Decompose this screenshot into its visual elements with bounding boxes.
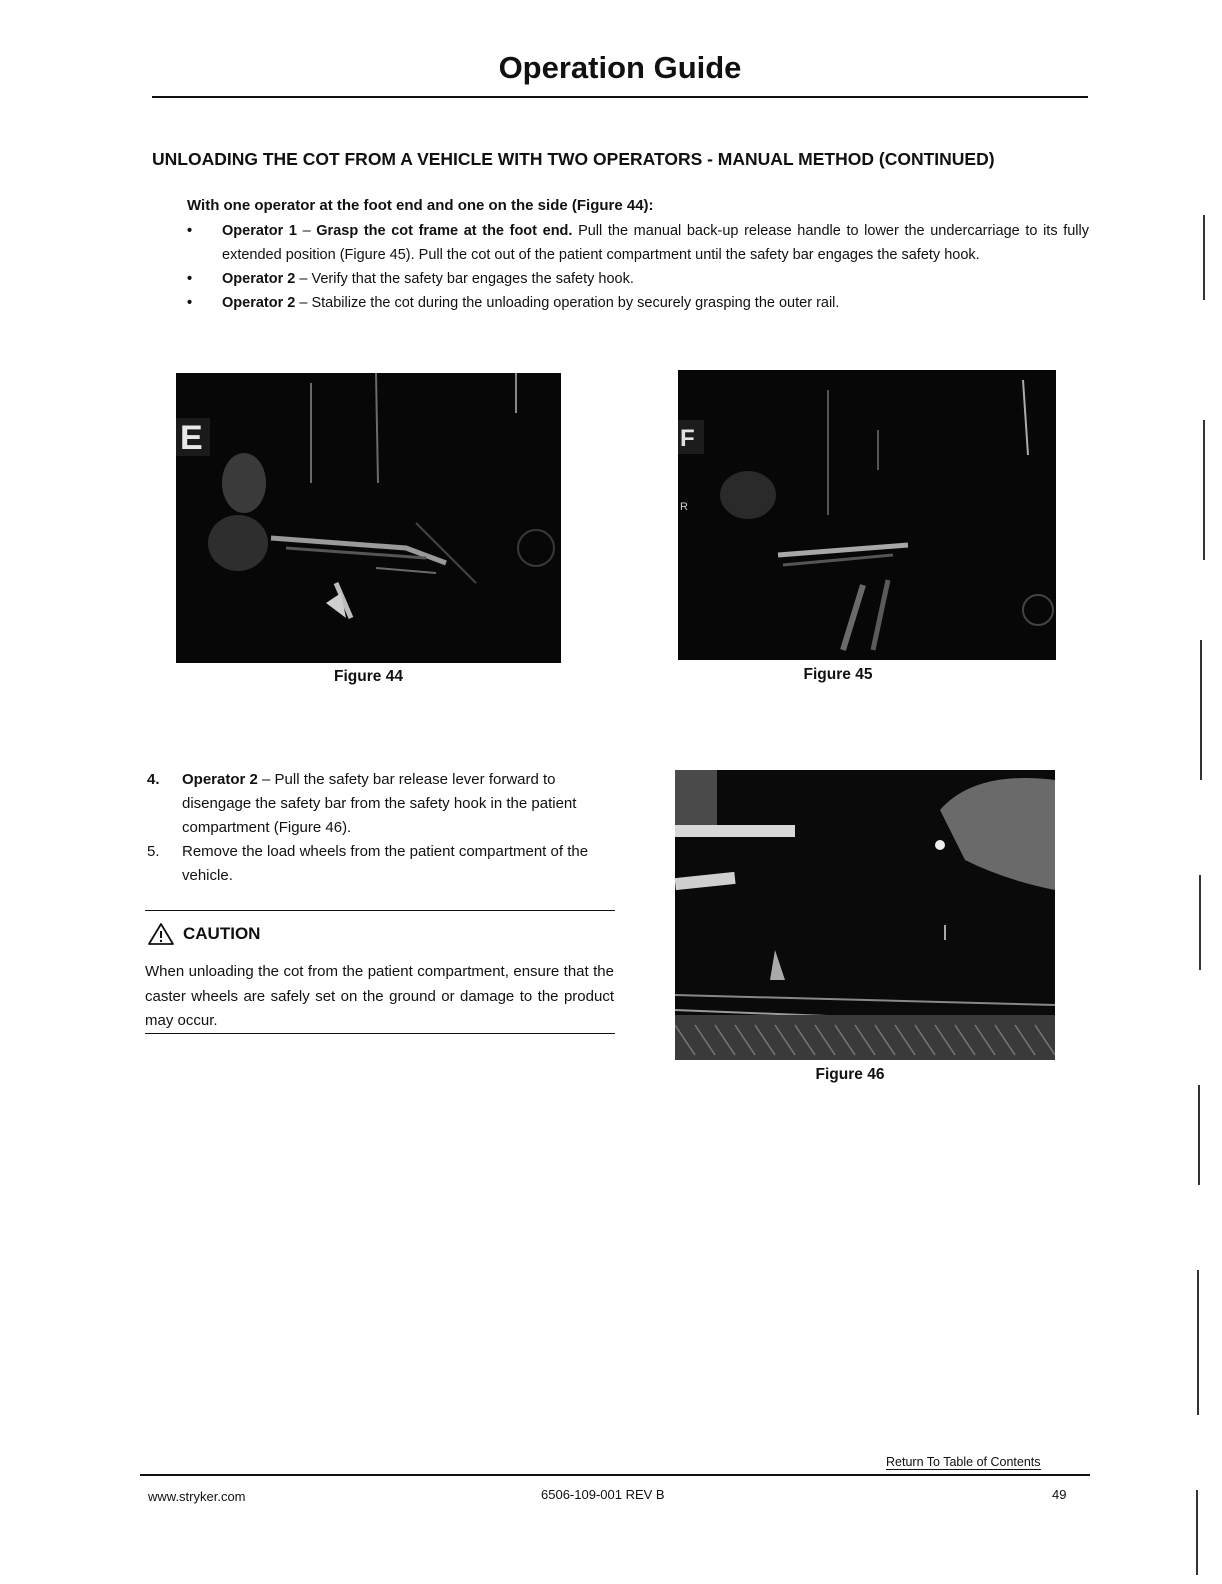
- footer-website: www.stryker.com: [148, 1489, 246, 1504]
- footer-page-number: 49: [1052, 1487, 1067, 1502]
- figure-44-photo: [176, 373, 561, 663]
- caution-top-divider: [145, 910, 615, 911]
- footer-document-number: 6506-109-001 REV B: [541, 1487, 665, 1502]
- bullet-dash: –: [295, 295, 312, 311]
- operator-bullet-list: [187, 219, 1089, 315]
- scan-edge-mark: [1203, 215, 1205, 300]
- svg-text:F: F: [680, 425, 695, 452]
- title-divider: [152, 96, 1088, 98]
- step-text: – Pull the safety bar release lever forward to disengage the safety bar from the safety hook in the patient compartment (Figure 46).: [182, 771, 577, 836]
- bullet-dash: –: [295, 271, 312, 287]
- step-lead: Operator 2: [182, 771, 258, 788]
- bullet-item: [187, 267, 1089, 291]
- page-title: Operation Guide: [498, 50, 742, 85]
- scan-edge-mark: [1200, 640, 1202, 780]
- scan-edge-mark: [1197, 1270, 1199, 1415]
- step-item: [147, 768, 615, 840]
- scan-edge-mark: [1198, 1085, 1200, 1185]
- caution-bottom-divider: [145, 1033, 615, 1034]
- intro-text: With one operator at the foot end and one on the side (Figure 44):: [187, 197, 654, 214]
- figure-46-caption: Figure 46: [815, 1066, 885, 1083]
- scan-edge-mark: [1199, 875, 1201, 970]
- bullet-item: [187, 219, 1089, 267]
- scan-edge-mark: [1196, 1490, 1198, 1575]
- scan-edge-mark: [1203, 420, 1205, 560]
- bullet-text: Pull the manual back-up release handle to lower the undercarriage to its fully extended position (Figure 45). Pull the cot out of the patient compartment until the safety bar engages the safety hook.: [222, 223, 1089, 263]
- bullet-item: [187, 291, 1089, 315]
- step-list: [147, 768, 615, 888]
- warning-triangle-icon: [147, 922, 175, 946]
- caution-heading: [147, 922, 260, 946]
- step-number: 4.: [147, 771, 160, 788]
- return-to-toc-link[interactable]: Return To Table of Contents: [886, 1455, 1041, 1469]
- figure-45-photo: [678, 370, 1056, 660]
- figure-44-overlay-text: E: [180, 419, 203, 457]
- step-number: 5.: [147, 843, 160, 860]
- bullet-lead: Operator 1: [222, 223, 297, 239]
- bullet-icon: •: [187, 295, 193, 311]
- section-heading: UNLOADING THE COT FROM A VEHICLE WITH TWO OPERATORS - MANUAL METHOD (CONTINUED): [152, 149, 995, 169]
- bullet-strong: Grasp the cot frame at the foot end.: [316, 223, 573, 239]
- step-item: [147, 840, 615, 888]
- caution-title: CAUTION: [183, 924, 261, 943]
- bullet-lead: Operator 2: [222, 271, 296, 287]
- bullet-dash: –: [296, 223, 317, 239]
- footer-divider: [140, 1474, 1090, 1476]
- bullet-lead: Operator 2: [222, 295, 296, 311]
- step-text: Remove the load wheels from the patient compartment of the vehicle.: [182, 843, 589, 884]
- bullet-icon: •: [187, 223, 193, 239]
- bullet-text: Stabilize the cot during the unloading operation by securely grasping the outer rail.: [311, 295, 840, 311]
- figure-45-caption: Figure 45: [803, 666, 873, 683]
- bullet-text: Verify that the safety bar engages the safety hook.: [311, 271, 634, 287]
- figure-44-caption: Figure 44: [334, 668, 403, 685]
- figure-45-overlay-text: R: [680, 501, 688, 513]
- caution-text: When unloading the cot from the patient compartment, ensure that the caster wheels are safely set on the ground or damage to the product may occur.: [145, 963, 614, 1029]
- figure-46-photo: [675, 770, 1055, 1060]
- bullet-icon: •: [187, 271, 193, 287]
